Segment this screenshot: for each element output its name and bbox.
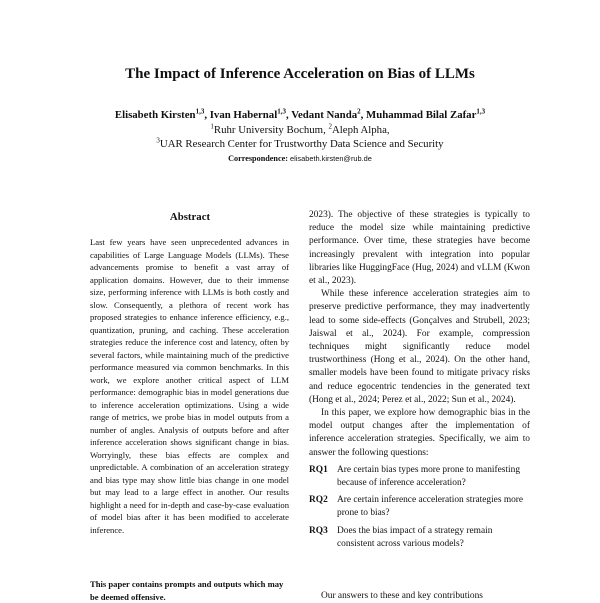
rq-label: RQ1: [309, 464, 328, 475]
content-warning: This paper contains prompts and outputs which may be deemed offensive.: [90, 579, 284, 602]
author-name: Ivan Habernal: [209, 109, 278, 121]
partial-paragraph: [309, 590, 530, 600]
affiliation-line: [0, 138, 600, 150]
author-list: Elisabeth Kirsten$^{1,3}$, Ivan Habernal$^{1,3}$, Vedant Nanda$^2$, Muhammad Bilal Zafar$^{1,3}$: [114, 107, 486, 121]
rq-text: Are certain bias types more prone to manifesting because of inference acceleration?: [337, 464, 521, 489]
author-affil-marker: 2: [357, 107, 361, 116]
body-paragraph: While these inference acceleration strategies aim to preserve predictive performance, they may inadvertently lead to some side-effects (Gonçalves and Strubell, 2023; Jaiswal et al., 2024). For example, compression techniques might significantly reduce model trustworthiness (Hong et al., 2024). On the other hand, smaller models have been found to mitigate privacy risks and reduce egocentric tendencies in the generated text (Hong et al., 2024; Perez et al., 2022; Sun et al., 2024).: [309, 289, 530, 405]
affiliation-line: [0, 124, 600, 136]
author-name: Muhammad Bilal Zafar: [366, 109, 477, 121]
body-paragraph: In this paper, we explore how demographic bias in the model output changes after the implementation of inference acceleration strategies. Specifically, we aim to answer the following questions:: [309, 408, 530, 458]
correspondence-label: Correspondence:: [228, 154, 288, 163]
rq-text: Does the bias impact of a strategy remain consistent across various models?: [337, 525, 493, 549]
research-question: [309, 464, 530, 490]
affiliation: UAR Research Center for Trustworthy Data Science and Security: [159, 138, 444, 150]
abstract-heading: Abstract: [169, 211, 211, 223]
author-affil-marker: 1,3: [476, 107, 486, 116]
affil-marker: 1: [210, 122, 214, 131]
author-affil-marker: 1,3: [277, 107, 286, 116]
abstract-body: Last few years have seen unprecedented advances in capabilities of Large Language Models (LLMs). These advancements promise to benefit a vast array of application domains. However, due to their immense size, performing inference with LLMs is both costly and slow. Consequently, a plethora of recent work has proposed strategies to enhance inference efficiency, e.g., quantization, pruning, and caching. These acceleration strategies reduce the inference cost and latency, often by several factors, while maintaining much of the predictive performance measured via common benchmarks. In this work, we explore another critical aspect of LLM performance: demographic bias in model generations due to inference acceleration optimizations. Using a wide range of metrics, we probe bias in model outputs from a number of angles. Analysis of outputs before and after inference acceleration shows significant change in bias. Worryingly, these bias effects are complex and unpredictable. A combination of an acceleration strategy and bias type may show little bias change in one model but may lead to a large effect in another. Our results highlight a need for in-depth and case-by-case evaluation of model bias after it has been modified to accelerate inference.: [90, 237, 289, 535]
correspondence: [0, 154, 600, 163]
right-column: [309, 209, 530, 551]
research-question: [309, 494, 530, 520]
author-name: Vedant Nanda: [291, 109, 358, 121]
body-paragraph: 2023). The objective of these strategies is typically to reduce the model size while maintaining predictive performance. Over time, these strategies have become increasingly prevalent with integration into popular libraries like HuggingFace (Hug, 2024) and vLLM (Kwon et al., 2023).: [309, 210, 530, 287]
affil-marker: 3: [156, 136, 160, 145]
author-affil-marker: 1,3: [195, 107, 205, 116]
affiliation: Ruhr University Bochum,: [213, 124, 329, 136]
paper-title: The Impact of Inference Acceleration on Bias of LLMs: [125, 66, 475, 82]
rq-text: Are certain inference acceleration strategies more prone to bias?: [337, 495, 524, 519]
affiliation: Aleph Alpha,: [331, 124, 390, 136]
rq-label: RQ3: [309, 525, 328, 536]
affil-marker: 2: [328, 122, 332, 131]
partial-text: Our answers to these and key contributions: [321, 591, 483, 600]
research-question: [309, 525, 530, 551]
rq-label: RQ2: [309, 495, 328, 506]
correspondence-email[interactable]: elisabeth.kirsten@rub.de: [290, 154, 372, 163]
author-name: Elisabeth Kirsten: [114, 109, 196, 121]
